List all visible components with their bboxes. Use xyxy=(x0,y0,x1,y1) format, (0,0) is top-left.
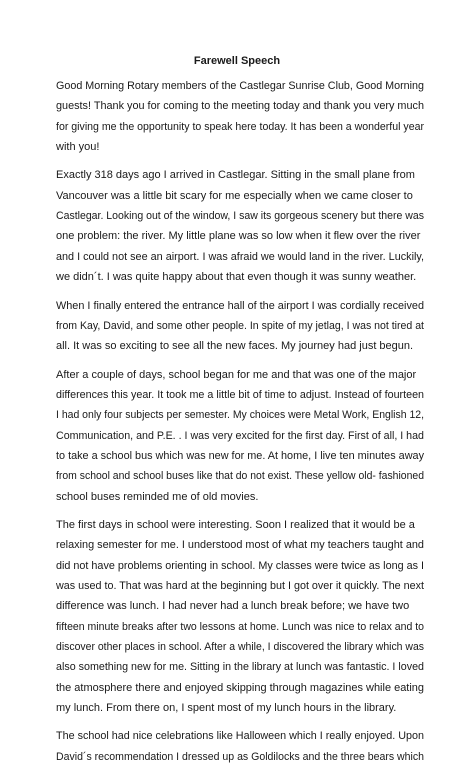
text-line: did not have problems orienting in school. My classes were twice as long as I xyxy=(56,559,425,572)
text-line: from Kay, David, and some other people. In spite of my jetlag, I was not tired at xyxy=(56,319,424,332)
text-line: discover other places in school. After a while, I discovered the library which was xyxy=(56,640,425,653)
text-line: with you! xyxy=(56,140,100,153)
text-line: Castlegar. Looking out of the window, I saw its gorgeous scenery but there was xyxy=(56,210,424,223)
document-title: Farewell Speech xyxy=(193,55,281,67)
paragraph-2 xyxy=(56,165,424,287)
text-line: When I finally entered the entrance hall of the airport I was cordially received xyxy=(56,299,425,312)
text-line: and I could not see an airport. I was afraid we would land in the river. Luckily, xyxy=(56,250,425,263)
text-line: fifteen minute breaks after two lessons at home. Lunch was nice to relax and to xyxy=(56,620,424,633)
paragraph-3 xyxy=(56,296,424,357)
text-line: relaxing semester for me. I understood most of what my teachers taught and xyxy=(56,539,424,552)
text-line: Exactly 318 days ago I arrived in Castlegar. Sitting in the small plane from xyxy=(56,169,415,182)
text-line: for giving me the opportunity to speak here today. It has been a wonderful year xyxy=(56,120,425,133)
text-line: also something new for me. Sitting in the library at lunch was fantastic. I loved xyxy=(56,661,424,674)
text-line: Communication, and P.E. . I was very excited for the first day. First of all, I had xyxy=(56,429,425,442)
paragraph-5 xyxy=(56,515,424,718)
text-line: guests! Thank you for coming to the meeting today and thank you very much xyxy=(56,100,424,113)
text-line: to take a school bus which was new for me. At home, I live ten minutes away xyxy=(56,449,425,462)
text-line: Vancouver was a little bit scary for me especially when we came closer to xyxy=(56,189,413,202)
text-line: all. It was so exciting to see all the new faces. My journey had just begun. xyxy=(56,340,414,353)
text-line: After a couple of days, school began for me and that was one of the major xyxy=(56,368,417,381)
text-line: from school and school buses like that do not exist. These yellow old- fashioned xyxy=(56,470,425,483)
text-line: my lunch. From there on, I spent most of my lunch hours in the library. xyxy=(56,701,397,714)
text-line: was used to. That was hard at the beginning but I got over it quickly. The next xyxy=(56,580,425,593)
text-line: David´s recommendation I dressed up as Goldilocks and the three bears which xyxy=(56,750,425,763)
text-line: Good Morning Rotary members of the Castlegar Sunrise Club, Good Morning xyxy=(56,80,425,92)
text-line: difference was lunch. I had never had a lunch break before; we have two xyxy=(56,600,410,613)
paragraph-1 xyxy=(56,76,424,157)
text-line: differences this year. It took me a little bit of time to adjust. Instead of fourteen xyxy=(56,389,425,402)
text-line: the atmosphere there and enjoyed skipping through magazines while eating xyxy=(56,681,425,694)
paragraph-4 xyxy=(56,365,424,507)
text-line: The school had nice celebrations like Halloween which I really enjoyed. Upon xyxy=(56,730,425,743)
text-line: The first days in school were interesting. Soon I realized that it would be a xyxy=(56,519,415,532)
text-line: I had only four subjects per semester. My choices were Metal Work, English 12, xyxy=(56,409,425,422)
paragraph-6 xyxy=(56,726,424,767)
text-line: school buses reminded me of old movies. xyxy=(56,490,259,503)
document-body xyxy=(56,76,424,775)
text-line: one problem: the river. My little plane was so low when it flew over the river xyxy=(56,230,421,243)
text-line: we didn´t. I was quite happy about that even though it was sunny weather. xyxy=(56,270,417,283)
